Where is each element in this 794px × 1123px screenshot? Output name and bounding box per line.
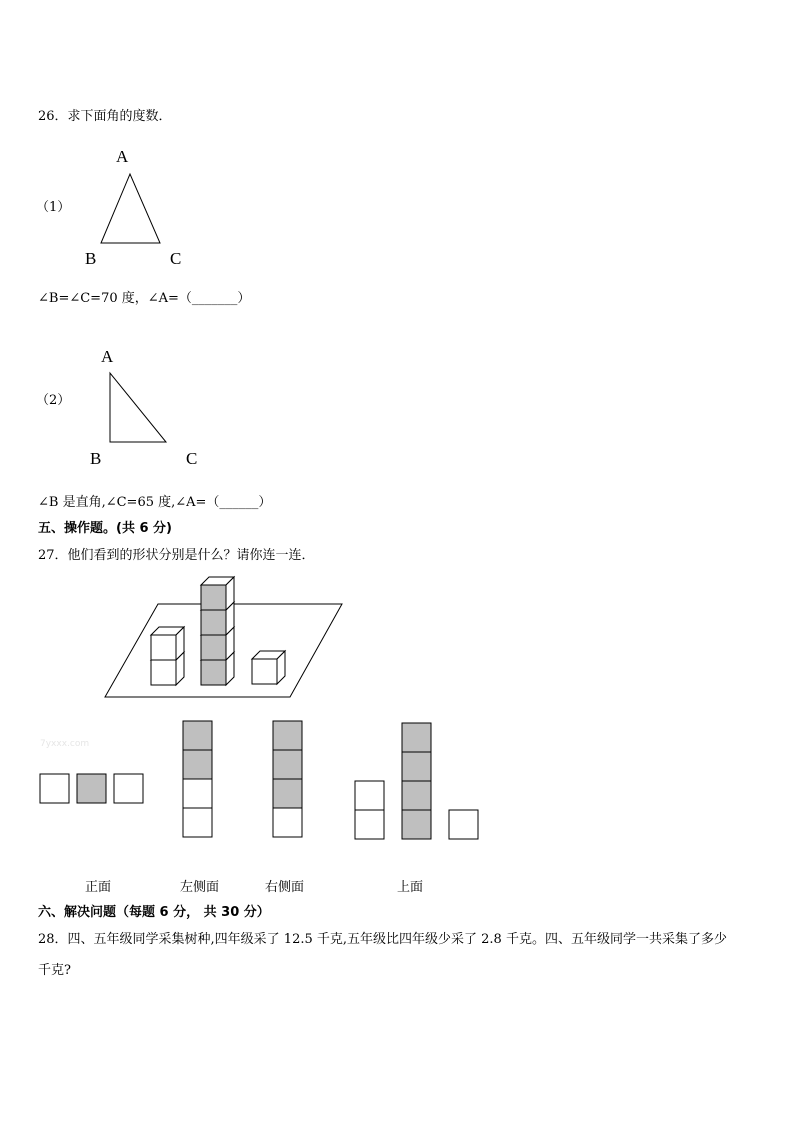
view-label-right: 右侧面 bbox=[265, 880, 305, 895]
triangle2-vertex-a: A bbox=[101, 347, 114, 366]
left-view-square bbox=[183, 808, 212, 837]
left-view-square bbox=[183, 721, 212, 750]
triangle1-vertex-c: C bbox=[170, 249, 182, 268]
triangle2-vertex-c: C bbox=[186, 449, 198, 468]
part1-label: （1） bbox=[36, 200, 71, 215]
front-view-square bbox=[77, 774, 106, 803]
triangle2-vertex-b: B bbox=[90, 449, 102, 468]
triangle-2 bbox=[110, 373, 166, 442]
section-6-heading: 六、解决问题（每题 6 分， 共 30 分） bbox=[38, 905, 270, 920]
cube-single bbox=[252, 651, 285, 684]
view-label-front: 正面 bbox=[85, 880, 112, 895]
right-view-square bbox=[273, 808, 302, 837]
top-view-square bbox=[402, 723, 431, 752]
front-view-square bbox=[40, 774, 69, 803]
view-label-top: 上面 bbox=[397, 880, 424, 895]
cube-middle-stack bbox=[201, 577, 234, 610]
triangle1-vertex-b: B bbox=[85, 249, 97, 268]
right-view-square bbox=[273, 721, 302, 750]
right-view-square bbox=[273, 750, 302, 779]
left-view-square bbox=[183, 750, 212, 779]
front-view-square bbox=[114, 774, 143, 803]
part1-statement: ∠B=∠C=70 度，∠A=（_______） bbox=[38, 291, 251, 306]
cube-left-stack bbox=[151, 627, 184, 660]
cube-arrangement bbox=[151, 577, 285, 685]
top-view-square bbox=[449, 810, 478, 839]
triangle1-vertex-a: A bbox=[116, 147, 129, 166]
left-view-square bbox=[183, 779, 212, 808]
part2-label: （2） bbox=[36, 393, 71, 408]
question-28-line-1: 28．四、五年级同学采集树种,四年级采了 12.5 千克,五年级比四年级少采了 2.8 千克。四、五年级同学一共采集了多少 bbox=[38, 932, 727, 947]
top-view-square bbox=[402, 752, 431, 781]
view-label-left: 左侧面 bbox=[180, 880, 220, 895]
part2-statement: ∠B 是直角,∠C=65 度,∠A=（______） bbox=[38, 495, 272, 510]
view-options bbox=[40, 721, 478, 839]
right-view-square bbox=[273, 779, 302, 808]
top-view-square bbox=[355, 781, 384, 810]
triangle-1 bbox=[101, 174, 160, 243]
question-26-title: 26．求下面角的度数． bbox=[38, 109, 172, 124]
top-view-square bbox=[355, 810, 384, 839]
question-27-title: 27．他们看到的形状分别是什么？请你连一连． bbox=[38, 548, 315, 563]
top-view-square bbox=[402, 781, 431, 810]
section-5-heading: 五、操作题。(共 6 分) bbox=[38, 521, 172, 536]
top-view-square bbox=[402, 810, 431, 839]
question-28-line-2: 千克? bbox=[38, 963, 71, 978]
watermark: 7yxxx.com bbox=[40, 739, 90, 749]
